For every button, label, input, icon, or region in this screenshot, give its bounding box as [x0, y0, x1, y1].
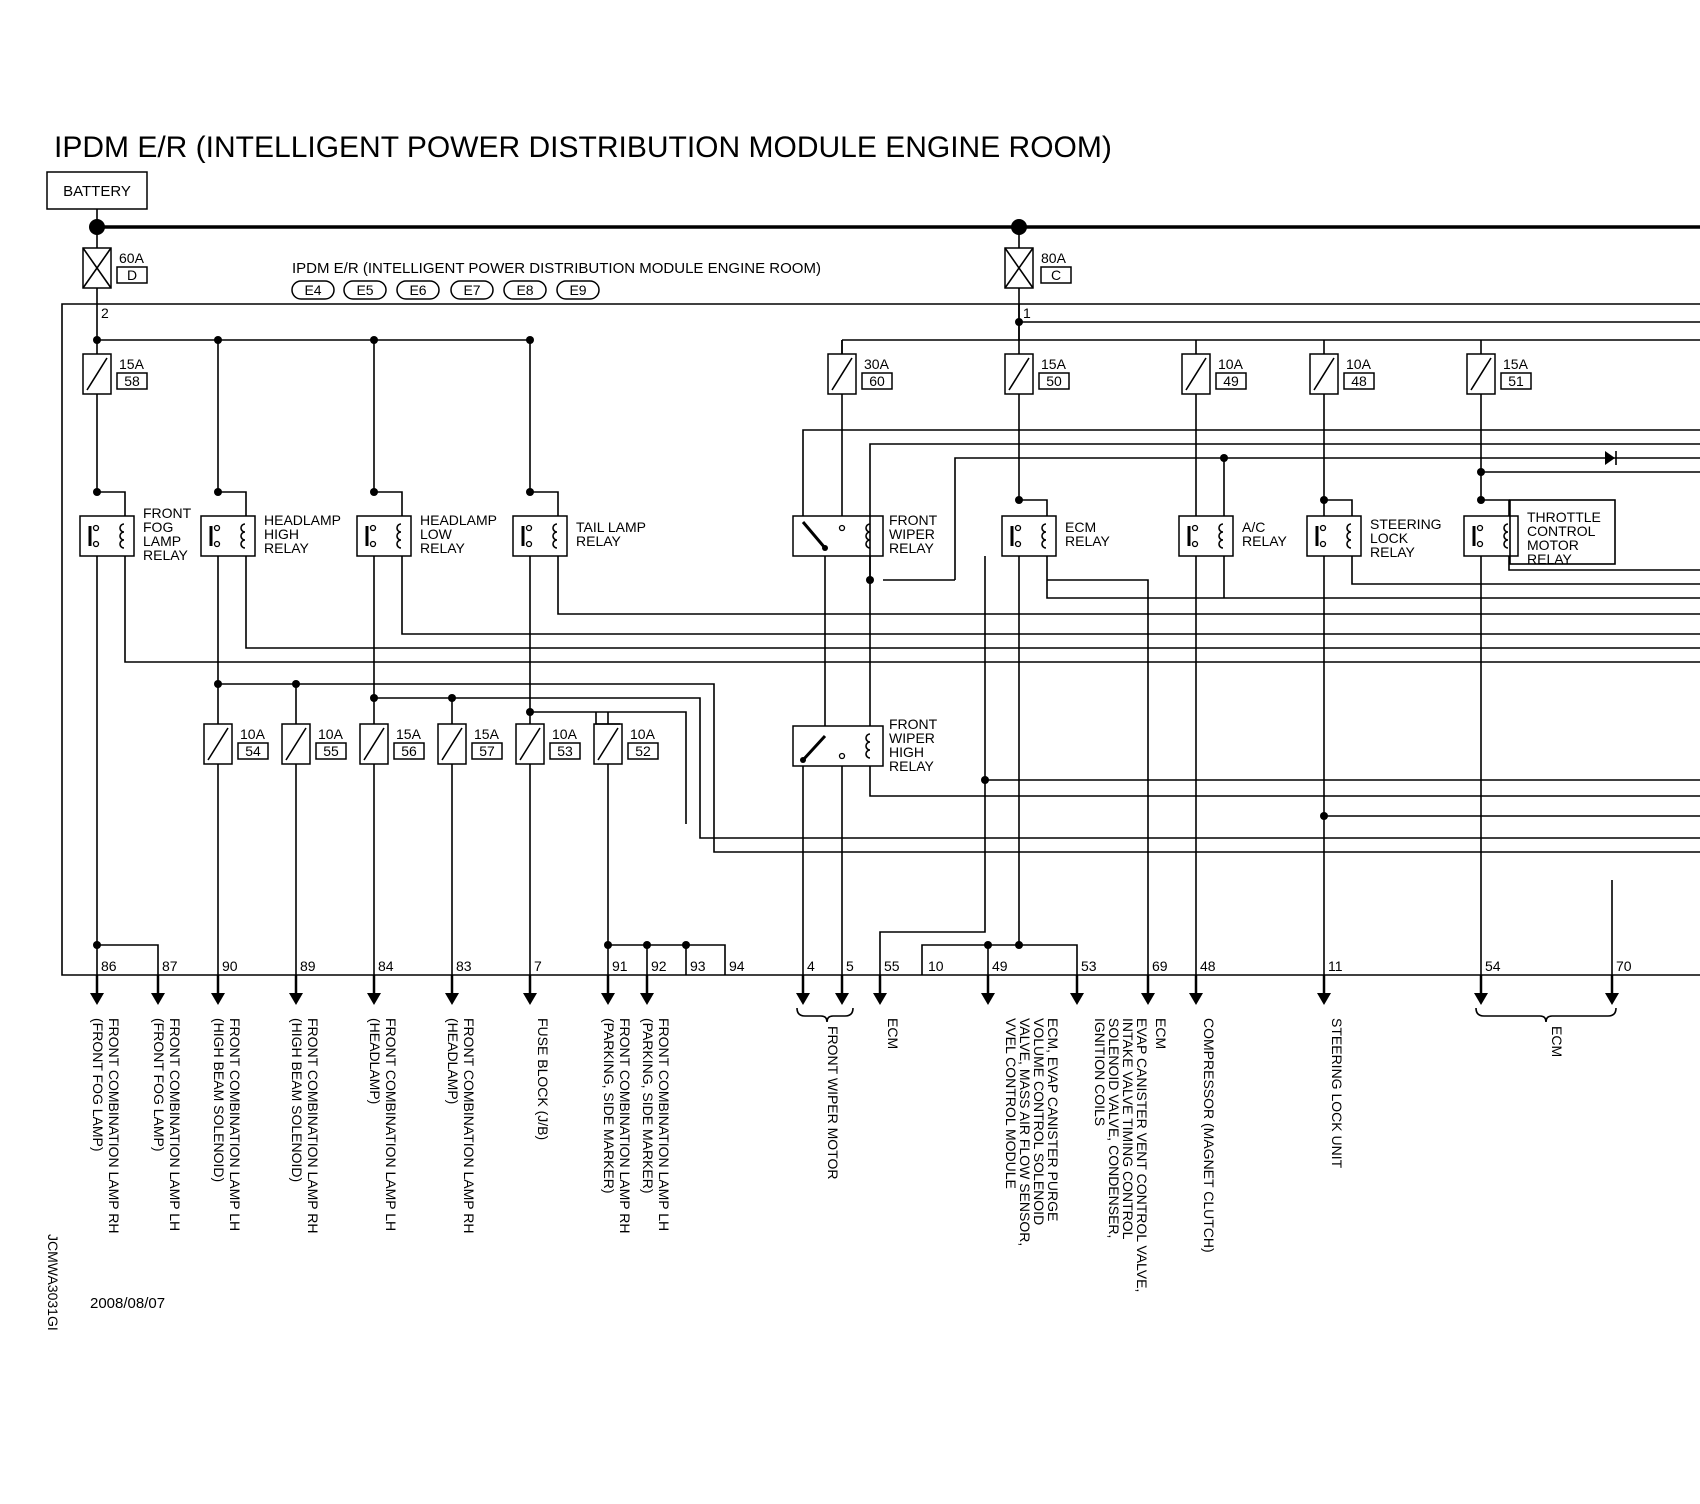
- svg-text:(HEADLAMP): (HEADLAMP): [367, 1018, 383, 1105]
- fuse-60: [828, 340, 892, 394]
- svg-text:FRONT COMBINATION LAMP LH: FRONT COMBINATION LAMP LH: [227, 1018, 243, 1232]
- svg-text:53: 53: [1081, 958, 1097, 974]
- svg-text:15A: 15A: [474, 726, 499, 742]
- svg-text:RELAY: RELAY: [420, 540, 465, 556]
- svg-text:51: 51: [1508, 373, 1524, 389]
- svg-text:E5: E5: [356, 282, 374, 298]
- svg-text:10A: 10A: [1218, 356, 1243, 372]
- svg-text:INTAKE VALVE TIMING CONTROL: INTAKE VALVE TIMING CONTROL: [1120, 1018, 1136, 1240]
- svg-text:53: 53: [557, 743, 573, 759]
- svg-text:90: 90: [222, 958, 238, 974]
- svg-text:FRONT COMBINATION LAMP LH: FRONT COMBINATION LAMP LH: [656, 1018, 672, 1232]
- module-label: IPDM E/R (INTELLIGENT POWER DISTRIBUTION MODULE ENGINE ROOM): [292, 260, 821, 277]
- svg-text:57: 57: [479, 743, 495, 759]
- svg-text:54: 54: [245, 743, 261, 759]
- svg-text:RELAY: RELAY: [576, 533, 621, 549]
- svg-text:10A: 10A: [552, 726, 577, 742]
- fuse-53: [516, 724, 580, 764]
- svg-text:RELAY: RELAY: [1527, 551, 1572, 567]
- svg-text:5: 5: [846, 958, 854, 974]
- svg-text:CONTROL: CONTROL: [1527, 523, 1596, 539]
- svg-text:7: 7: [534, 958, 542, 974]
- svg-text:C: C: [1050, 267, 1062, 283]
- ac-relay: [1179, 516, 1288, 556]
- fuse-54: [204, 724, 268, 764]
- svg-text:(PARKING, SIDE MARKER): (PARKING, SIDE MARKER): [601, 1018, 617, 1194]
- svg-text:1: 1: [1023, 305, 1031, 321]
- svg-text:49: 49: [1223, 373, 1239, 389]
- svg-text:2: 2: [101, 305, 109, 321]
- svg-text:STEERING LOCK UNIT: STEERING LOCK UNIT: [1329, 1018, 1345, 1169]
- front-wiper-relay: [793, 512, 938, 556]
- svg-text:RELAY: RELAY: [889, 540, 934, 556]
- svg-text:ECM, EVAP CANISTER PURGE: ECM, EVAP CANISTER PURGE: [1045, 1018, 1061, 1222]
- svg-text:EVAP CANISTER VENT CONTROL VAL: EVAP CANISTER VENT CONTROL VALVE,: [1134, 1018, 1150, 1293]
- svg-text:89: 89: [300, 958, 316, 974]
- main-fuse-80a: [1005, 248, 1071, 288]
- fuse-56: [360, 724, 424, 764]
- svg-text:10: 10: [928, 958, 944, 974]
- svg-text:(PARKING, SIDE MARKER): (PARKING, SIDE MARKER): [640, 1018, 656, 1194]
- svg-text:VALVE, MASS AIR FLOW SENSOR,: VALVE, MASS AIR FLOW SENSOR,: [1017, 1018, 1033, 1247]
- fuse-51: [1467, 340, 1531, 394]
- svg-text:60: 60: [869, 373, 885, 389]
- diagram-date: 2008/08/07: [90, 1295, 166, 1312]
- fuse-48: [1310, 340, 1374, 394]
- main-fuse-60a: [83, 248, 147, 288]
- svg-text:COMPRESSOR (MAGNET CLUTCH): COMPRESSOR (MAGNET CLUTCH): [1201, 1018, 1217, 1253]
- ecm-relay: [1002, 516, 1111, 556]
- svg-text:(HIGH BEAM SOLENOID): (HIGH BEAM SOLENOID): [211, 1018, 227, 1183]
- svg-text:52: 52: [635, 743, 651, 759]
- svg-text:FRONT COMBINATION LAMP RH: FRONT COMBINATION LAMP RH: [461, 1018, 477, 1234]
- output-arrows: [90, 975, 1619, 1005]
- svg-text:55: 55: [884, 958, 900, 974]
- svg-text:92: 92: [651, 958, 667, 974]
- svg-text:FRONT: FRONT: [889, 716, 938, 732]
- svg-text:ECM: ECM: [885, 1018, 901, 1050]
- svg-text:HIGH: HIGH: [889, 744, 924, 760]
- svg-text:HIGH: HIGH: [264, 526, 299, 542]
- svg-text:86: 86: [101, 958, 117, 974]
- svg-text:(FRONT FOG LAMP): (FRONT FOG LAMP): [90, 1018, 106, 1152]
- svg-text:83: 83: [456, 958, 472, 974]
- svg-text:69: 69: [1152, 958, 1168, 974]
- svg-text:ECM: ECM: [1153, 1018, 1169, 1050]
- svg-text:FRONT COMBINATION LAMP RH: FRONT COMBINATION LAMP RH: [106, 1018, 122, 1234]
- svg-text:70: 70: [1616, 958, 1632, 974]
- headlamp-high-relay: [201, 512, 341, 556]
- svg-text:HEADLAMP: HEADLAMP: [420, 512, 498, 528]
- svg-text:FUSE BLOCK (J/B): FUSE BLOCK (J/B): [535, 1018, 551, 1141]
- svg-text:E6: E6: [409, 282, 427, 298]
- svg-text:55: 55: [323, 743, 339, 759]
- svg-text:E7: E7: [463, 282, 481, 298]
- svg-text:RELAY: RELAY: [889, 758, 934, 774]
- fuse-57: [438, 724, 502, 764]
- connector-list: [292, 281, 599, 299]
- svg-text:FRONT COMBINATION LAMP RH: FRONT COMBINATION LAMP RH: [617, 1018, 633, 1234]
- svg-text:10A: 10A: [240, 726, 265, 742]
- svg-text:15A: 15A: [1503, 356, 1528, 372]
- svg-text:LOW: LOW: [420, 526, 452, 542]
- svg-text:THROTTLE: THROTTLE: [1527, 509, 1601, 525]
- svg-text:D: D: [126, 267, 138, 283]
- module-outline: [62, 304, 1700, 975]
- svg-text:RELAY: RELAY: [1065, 533, 1110, 549]
- svg-text:15A: 15A: [119, 356, 144, 372]
- svg-text:80A: 80A: [1041, 250, 1066, 266]
- svg-text:93: 93: [690, 958, 706, 974]
- svg-text:50: 50: [1046, 373, 1062, 389]
- fuse-50: [1005, 354, 1069, 394]
- svg-text:87: 87: [162, 958, 178, 974]
- svg-text:FRONT COMBINATION LAMP LH: FRONT COMBINATION LAMP LH: [383, 1018, 399, 1232]
- svg-text:E4: E4: [304, 282, 322, 298]
- svg-text:FOG: FOG: [143, 519, 174, 535]
- svg-text:30A: 30A: [864, 356, 889, 372]
- svg-text:FRONT WIPER MOTOR: FRONT WIPER MOTOR: [825, 1026, 841, 1180]
- output-labels: [90, 1018, 1565, 1292]
- svg-text:FRONT COMBINATION LAMP RH: FRONT COMBINATION LAMP RH: [305, 1018, 321, 1234]
- svg-text:(FRONT FOG LAMP): (FRONT FOG LAMP): [151, 1018, 167, 1152]
- diagram-code: JCMWA3031GI: [45, 1234, 61, 1331]
- svg-text:48: 48: [1200, 958, 1216, 974]
- svg-text:HEADLAMP: HEADLAMP: [264, 512, 342, 528]
- battery-label: BATTERY: [63, 183, 131, 200]
- svg-text:RELAY: RELAY: [264, 540, 309, 556]
- svg-text:E8: E8: [516, 282, 534, 298]
- svg-text:VVEL CONTROL MODULE: VVEL CONTROL MODULE: [1003, 1018, 1019, 1189]
- steering-lock-relay: [1307, 516, 1442, 560]
- svg-text:(HEADLAMP): (HEADLAMP): [445, 1018, 461, 1105]
- front-fog-lamp-relay: [80, 505, 192, 563]
- svg-text:SOLENOID VALVE, CONDENSER,: SOLENOID VALVE, CONDENSER,: [1106, 1018, 1122, 1239]
- svg-text:TAIL LAMP: TAIL LAMP: [576, 519, 647, 535]
- svg-text:FRONT COMBINATION LAMP LH: FRONT COMBINATION LAMP LH: [167, 1018, 183, 1232]
- terminal-numbers: [101, 958, 1632, 974]
- svg-text:ECM: ECM: [1549, 1026, 1565, 1058]
- svg-text:58: 58: [124, 373, 140, 389]
- svg-text:15A: 15A: [396, 726, 421, 742]
- fuse-52: [594, 724, 658, 764]
- svg-text:E9: E9: [569, 282, 587, 298]
- throttle-control-motor-relay: [1464, 500, 1615, 567]
- front-wiper-high-relay: [793, 716, 938, 774]
- svg-text:15A: 15A: [1041, 356, 1066, 372]
- fuse-55: [282, 724, 346, 764]
- fuse-58: [83, 340, 147, 394]
- svg-text:60A: 60A: [119, 250, 144, 266]
- svg-text:10A: 10A: [630, 726, 655, 742]
- svg-text:A/C: A/C: [1242, 519, 1266, 535]
- svg-text:94: 94: [729, 958, 745, 974]
- fuse-49: [1182, 340, 1246, 394]
- svg-text:MOTOR: MOTOR: [1527, 537, 1579, 553]
- page-title: IPDM E/R (INTELLIGENT POWER DISTRIBUTION MODULE ENGINE ROOM): [54, 131, 1112, 164]
- svg-text:WIPER: WIPER: [889, 730, 935, 746]
- svg-text:FRONT: FRONT: [889, 512, 938, 528]
- svg-text:10A: 10A: [318, 726, 343, 742]
- svg-text:84: 84: [378, 958, 394, 974]
- svg-text:IGNITION COILS: IGNITION COILS: [1092, 1018, 1108, 1127]
- svg-text:(HIGH BEAM SOLENOID): (HIGH BEAM SOLENOID): [289, 1018, 305, 1183]
- svg-text:LAMP: LAMP: [143, 533, 182, 549]
- headlamp-low-relay: [357, 512, 497, 556]
- svg-text:10A: 10A: [1346, 356, 1371, 372]
- tail-lamp-relay: [513, 516, 646, 556]
- svg-text:56: 56: [401, 743, 417, 759]
- svg-text:STEERING: STEERING: [1370, 516, 1442, 532]
- svg-text:49: 49: [992, 958, 1008, 974]
- svg-text:LOCK: LOCK: [1370, 530, 1409, 546]
- svg-text:ECM: ECM: [1065, 519, 1097, 535]
- svg-text:VOLUME CONTROL SOLENOID: VOLUME CONTROL SOLENOID: [1031, 1018, 1047, 1226]
- svg-text:RELAY: RELAY: [1242, 533, 1287, 549]
- svg-text:4: 4: [807, 958, 815, 974]
- svg-text:WIPER: WIPER: [889, 526, 935, 542]
- svg-text:RELAY: RELAY: [143, 547, 188, 563]
- svg-text:48: 48: [1351, 373, 1367, 389]
- svg-text:11: 11: [1328, 958, 1343, 974]
- svg-text:FRONT: FRONT: [143, 505, 192, 521]
- svg-text:54: 54: [1485, 958, 1501, 974]
- svg-text:91: 91: [612, 958, 628, 974]
- svg-text:RELAY: RELAY: [1370, 544, 1415, 560]
